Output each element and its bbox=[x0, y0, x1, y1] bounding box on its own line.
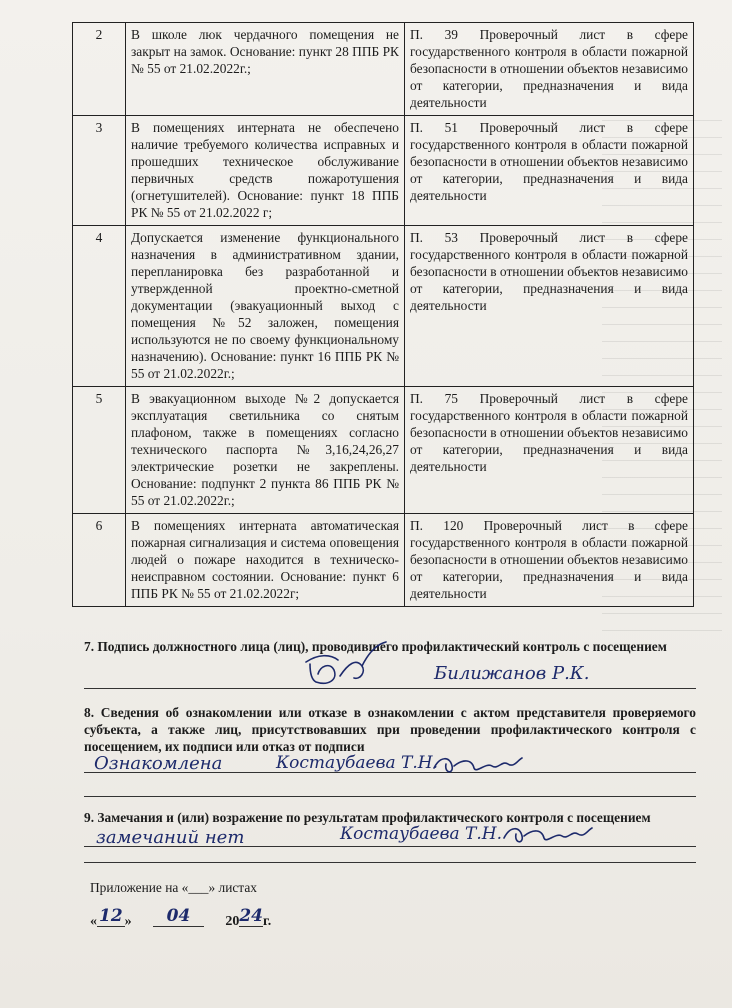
appendix-blank: ___ bbox=[188, 880, 209, 895]
violation-description: В помещениях интерната не обеспечено наличие требуемого количества исправных и прошедших техническое обслуживание первичных средств пожаротушения (огнетушителей). Основание: пункт 18 ППБ РК № 55 от 21.02.2022 г; bbox=[126, 116, 405, 226]
date-line bbox=[90, 906, 272, 930]
date-year-suffix: 24 bbox=[239, 906, 264, 926]
appendix-line bbox=[90, 879, 257, 896]
violation-description: Допускается изменение функционального назначения в административном здании, перепланировка без разработанной и утвержденной проектно-сметной документации (эвакуационный выход с помещения №52 заложен, помещения используются не по своему функциональному назначению). Основание: пункт 16 ППБ РК № 55 от 21.02.2022г.; bbox=[126, 226, 405, 387]
row-number: 2 bbox=[73, 23, 126, 116]
representative-signature-1 bbox=[430, 752, 525, 778]
violation-description: В школе люк чердачного помещения не закрыт на замок. Основание: пункт 28 ППБ РК № 55 от 21.02.2022г.; bbox=[126, 23, 405, 116]
violation-description: В помещениях интерната автоматическая пожарная сигнализация и система оповещения людей о пожаре находится в техническо-неисправном состоянии. Основание: пункт 6 ППБ РК № 55 от 21.02.2022г; bbox=[126, 514, 405, 607]
table-row bbox=[73, 387, 694, 514]
table-row bbox=[73, 226, 694, 387]
date-year-prefix: 20 bbox=[225, 914, 240, 929]
checklist-reference: П. 75 Проверочный лист в сфере государственного контроля в области пожарной безопасности в отношении объектов независимо от категории, предназначения и вида деятельности bbox=[405, 387, 694, 514]
row-number: 3 bbox=[73, 116, 126, 226]
table-row bbox=[73, 514, 694, 607]
checklist-reference: П. 51 Проверочный лист в сфере государственного контроля в области пожарной безопасности в отношении объектов независимо от категории, предназначения и вида деятельности bbox=[405, 116, 694, 226]
section-9-line-2 bbox=[84, 862, 696, 863]
appendix-suffix: » листах bbox=[208, 880, 257, 895]
violations-table bbox=[72, 22, 694, 607]
checklist-reference: П. 39 Проверочный лист в сфере государственного контроля в области пожарной безопасности в отношении объектов независимо от категории, предназначения и вида деятельности bbox=[405, 23, 694, 116]
table-row bbox=[73, 23, 694, 116]
official-handwritten-name: Билижанов Р.К. bbox=[434, 663, 590, 684]
section-9-title: 9. Замечания и (или) возражение по результатам профилактического контроля с посещением bbox=[84, 810, 651, 825]
section-7-title: 7. Подпись должностного лица (лиц), проводившего профилактический контроль с посещением bbox=[84, 639, 667, 654]
representative-signature-2 bbox=[500, 822, 595, 848]
date-month: 04 bbox=[153, 906, 205, 927]
section-8-title: 8. Сведения об ознакомлении или отказе в ознакомлении с актом представителя проверяемого субъекта, а также лиц, присутствовавших при проведении профилактического контроля с посещением, их подписи или отказ от подписи bbox=[84, 705, 696, 754]
date-year-end: г. bbox=[263, 914, 272, 929]
checklist-reference: П. 120 Проверочный лист в сфере государственного контроля в области пожарной безопасности в отношении объектов независимо от категории, предназначения и вида деятельности bbox=[405, 514, 694, 607]
date-close-quote: » bbox=[124, 914, 132, 929]
checklist-reference: П. 53 Проверочный лист в сфере государственного контроля в области пожарной безопасности в отношении объектов независимо от категории, предназначения и вида деятельности bbox=[405, 226, 694, 387]
acknowledged-handwritten: Ознакомлена bbox=[94, 753, 223, 774]
representative-handwritten-name: Костаубаева Т.Н. bbox=[276, 753, 439, 773]
date-day: 12 bbox=[99, 906, 123, 926]
date-open-quote: « bbox=[90, 914, 97, 929]
violation-description: В эвакуационном выходе №2 допускается эксплуатация светильника со снятым плафоном, также в помещениях согласно технического паспорта №3,16,24,26,27 электрические розетки не закреплены. Основание: подпункт 2 пункта 86 ППБ РК № 55 от 21.02.2022г.; bbox=[126, 387, 405, 514]
official-signature bbox=[300, 640, 390, 692]
row-number: 6 bbox=[73, 514, 126, 607]
appendix-prefix: Приложение на « bbox=[90, 880, 189, 895]
row-number: 5 bbox=[73, 387, 126, 514]
section-8-line-2 bbox=[84, 796, 696, 797]
section-7-signature-line bbox=[84, 688, 696, 689]
table-row bbox=[73, 116, 694, 226]
remarks-handwritten-name: Костаубаева Т.Н. bbox=[340, 824, 503, 844]
remarks-handwritten: замечаний нет bbox=[96, 827, 245, 848]
row-number: 4 bbox=[73, 226, 126, 387]
